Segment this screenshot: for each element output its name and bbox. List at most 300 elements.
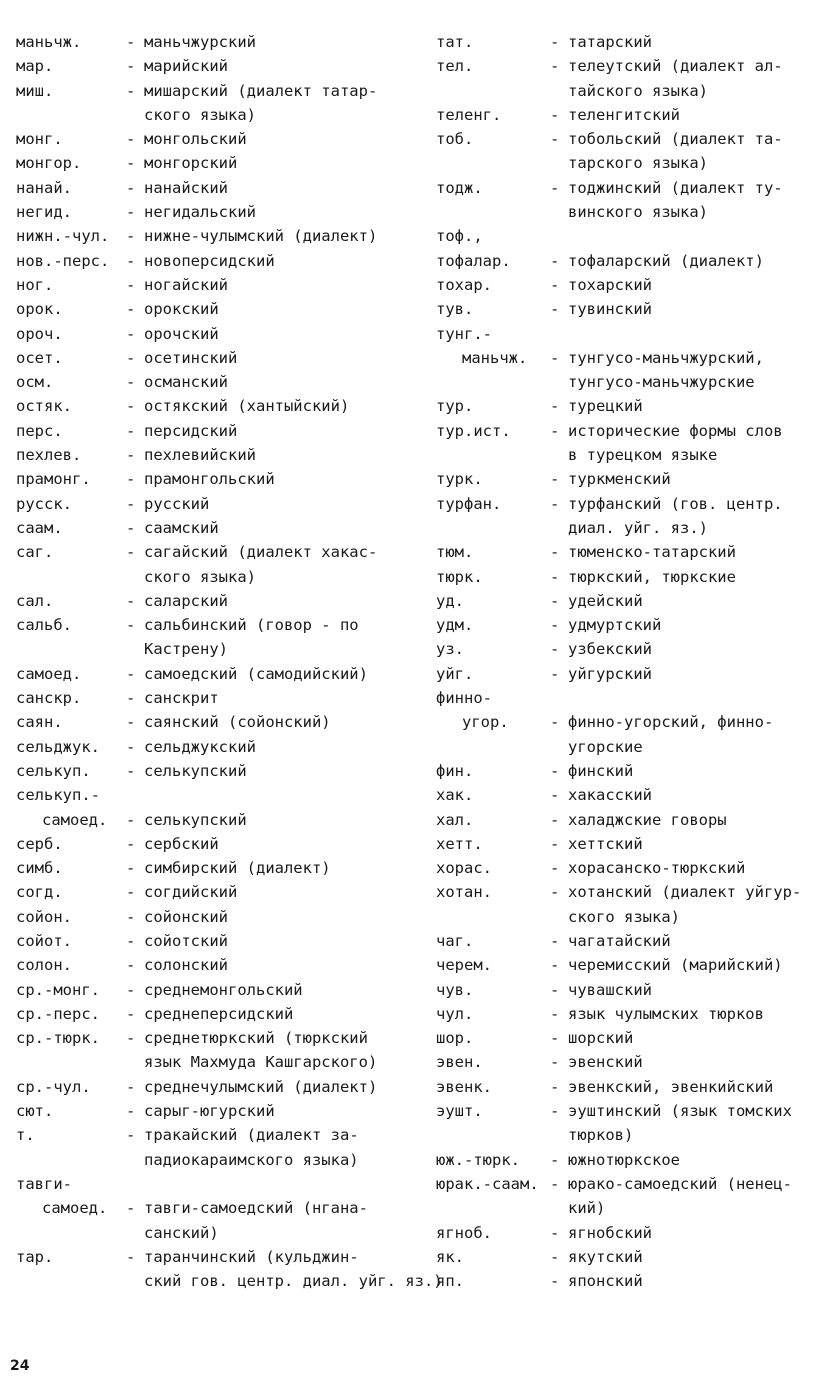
abbreviation: маньчж.: [462, 348, 528, 367]
definition: [568, 759, 820, 783]
definition: [144, 613, 408, 662]
definition-line: тунгусо-маньчжурские: [568, 373, 755, 392]
abbreviation: турфан.: [436, 494, 502, 513]
definition: [144, 370, 408, 394]
abbreviation: ягноб.: [436, 1223, 492, 1242]
abbreviation-column-left: [16, 30, 443, 1293]
definition-line: хорасанско-тюркский: [568, 859, 746, 878]
dash-separator: -: [126, 178, 136, 197]
abbreviation-entry: [436, 103, 820, 127]
definition-line: селькупский: [144, 761, 247, 780]
abbreviation: мар.: [16, 57, 54, 76]
definition-line: хеттский: [568, 834, 643, 853]
abbreviation-entry: [436, 856, 820, 880]
definition-line: татарский: [568, 33, 652, 51]
abbreviation-entry: [436, 710, 820, 759]
dash-separator: -: [126, 591, 136, 610]
abbreviation-entry: [16, 394, 408, 418]
definition-line: сельджукский: [144, 737, 256, 756]
abbreviation-entry: [16, 249, 408, 273]
abbreviation: осм.: [16, 373, 54, 392]
abbreviation-entry: [16, 929, 408, 953]
abbreviation: тур.ист.: [436, 421, 511, 440]
abbreviation-entry: [16, 589, 408, 613]
dash-separator: -: [126, 154, 136, 173]
abbreviation: тар.: [16, 1247, 54, 1266]
dash-separator: -: [126, 1004, 136, 1023]
definition-line: ского языка): [568, 907, 680, 926]
definition-line: монгорский: [144, 154, 238, 173]
abbreviation-entry: [16, 783, 408, 807]
abbreviation: саам.: [16, 518, 63, 537]
definition-line: сагайский (диалект хакас-: [144, 543, 378, 562]
dash-separator: -: [126, 713, 136, 732]
abbreviation-column-right: [436, 30, 820, 1293]
abbreviation-entry: [436, 540, 820, 564]
dash-separator: -: [550, 1077, 560, 1096]
definition-line: мишарский (диалект татар-: [144, 81, 378, 100]
definition-line: тюрков): [568, 1126, 634, 1145]
abbreviation: ср.-чул.: [16, 1077, 91, 1096]
abbreviation-entry: [436, 759, 820, 783]
abbreviation-entry: [16, 662, 408, 686]
abbreviation-entry: [436, 1026, 820, 1050]
dash-separator: -: [550, 470, 560, 489]
abbreviation: эвенк.: [436, 1077, 492, 1096]
definition-line: узбекский: [568, 640, 652, 659]
abbreviation-entry: [436, 419, 820, 468]
abbreviation-entry: [16, 759, 408, 783]
abbreviation-entry: [436, 637, 820, 661]
abbreviation: финно-: [436, 689, 492, 708]
abbreviation: тунг.-: [436, 324, 492, 343]
definition: [568, 54, 820, 103]
definition-line: винского языка): [568, 203, 708, 222]
dash-separator: -: [550, 1223, 560, 1242]
dash-separator: -: [126, 1102, 136, 1121]
definition: [568, 346, 820, 395]
definition-line: санский): [144, 1223, 219, 1242]
definition-line: южнотюркское: [568, 1150, 680, 1169]
definition: [568, 978, 820, 1002]
dash-separator: -: [550, 543, 560, 562]
abbreviation-entry: [436, 394, 820, 418]
definition-line: самоедский (самодийский): [144, 664, 368, 683]
definition-line: санскрит: [144, 689, 219, 708]
dash-separator: -: [550, 786, 560, 805]
dash-separator: -: [126, 664, 136, 683]
dash-separator: -: [126, 810, 136, 829]
abbreviation-entry: [16, 710, 408, 734]
abbreviation-entry: [16, 856, 408, 880]
abbreviation-entry: [16, 832, 408, 856]
definition: [568, 1026, 820, 1050]
definition: [568, 492, 820, 541]
definition: [144, 832, 408, 856]
definition: [568, 30, 820, 54]
dash-separator: -: [550, 105, 560, 124]
abbreviation: юрак.-саам.: [436, 1174, 539, 1193]
dash-separator: -: [550, 1102, 560, 1121]
definition: [144, 1075, 408, 1099]
abbreviation-entry: [16, 540, 408, 589]
definition-line: турфанский (гов. центр.: [568, 494, 783, 513]
abbreviation: сальб.: [16, 616, 72, 635]
abbreviation: тавги-: [16, 1174, 72, 1193]
abbreviation: фин.: [436, 761, 474, 780]
abbreviation-entry: [16, 151, 408, 175]
abbreviation-entry: [16, 200, 408, 224]
abbreviation: уд.: [436, 591, 464, 610]
dash-separator: -: [126, 616, 136, 635]
definition-line: османский: [144, 373, 228, 392]
dash-separator: -: [126, 883, 136, 902]
dash-separator: -: [550, 348, 560, 367]
abbreviation: тофалар.: [436, 251, 511, 270]
definition: [144, 540, 408, 589]
definition: [144, 419, 408, 443]
abbreviation: уйг.: [436, 664, 474, 683]
definition-line: тюменско-татарский: [568, 543, 736, 562]
definition: [144, 79, 408, 128]
dash-separator: -: [126, 130, 136, 149]
dash-separator: -: [550, 421, 560, 440]
definition: [568, 1050, 820, 1074]
definition: [568, 127, 820, 176]
abbreviation: самоед.: [42, 810, 108, 829]
definition-line: туркменский: [568, 470, 671, 489]
definition: [144, 200, 408, 224]
abbreviation: симб.: [16, 859, 63, 878]
abbreviation: угор.: [462, 713, 509, 732]
definition-line: тувинский: [568, 300, 652, 319]
abbreviation: тохар.: [436, 275, 492, 294]
abbreviation: орок.: [16, 300, 63, 319]
dash-separator: -: [126, 446, 136, 465]
definition: [144, 273, 408, 297]
dash-separator: -: [126, 33, 136, 51]
dash-separator: -: [550, 591, 560, 610]
definition: [144, 710, 408, 734]
abbreviation-entry: [16, 516, 408, 540]
dash-separator: -: [550, 956, 560, 975]
definition: [568, 1245, 820, 1269]
definition-line: юрако-самоедский (ненец-: [568, 1174, 792, 1193]
abbreviation-entry: [16, 30, 408, 54]
definition-line: прамонгольский: [144, 470, 275, 489]
abbreviation: тоф.,: [436, 227, 483, 246]
abbreviation: як.: [436, 1247, 464, 1266]
definition-line: ского языка): [144, 105, 256, 124]
abbreviation: сельджук.: [16, 737, 100, 756]
definition-line: падиокараимского языка): [144, 1150, 359, 1169]
abbreviation-entry: [436, 565, 820, 589]
definition: [568, 953, 820, 977]
definition-line: тавги-самоедский (нгана-: [144, 1199, 368, 1218]
abbreviation-entry: [436, 297, 820, 321]
dash-separator: -: [550, 883, 560, 902]
abbreviation-entry: [16, 1123, 408, 1172]
abbreviation: самоед.: [42, 1199, 108, 1218]
abbreviation-entry: [16, 1172, 408, 1196]
abbreviation-entry: [16, 1245, 443, 1294]
abbreviation-entry: [436, 54, 820, 103]
definition-line: чувашский: [568, 980, 652, 999]
abbreviation-entry: [436, 176, 820, 225]
definition: [144, 1026, 408, 1075]
definition-line: хакасский: [568, 786, 652, 805]
dash-separator: -: [126, 227, 136, 246]
abbreviation: сойот.: [16, 931, 72, 950]
definition: [568, 856, 820, 880]
definition: [144, 978, 408, 1002]
dash-separator: -: [126, 1029, 136, 1048]
abbreviation: удм.: [436, 616, 474, 635]
abbreviation: перс.: [16, 421, 63, 440]
abbreviation: уз.: [436, 640, 464, 659]
abbreviation-entry: [16, 1099, 408, 1123]
abbreviation-entry: [436, 1148, 820, 1172]
definition-line: согдийский: [144, 883, 238, 902]
abbreviation: хал.: [436, 810, 474, 829]
definition-line: уйгурский: [568, 664, 652, 683]
dash-separator: -: [126, 859, 136, 878]
abbreviation: ног.: [16, 275, 54, 294]
definition: [144, 151, 408, 175]
definition: [568, 662, 820, 686]
dash-separator: -: [550, 397, 560, 416]
definition-line: саамский: [144, 518, 219, 537]
definition: [144, 249, 408, 273]
abbreviation-entry: [16, 273, 408, 297]
dash-separator: -: [126, 494, 136, 513]
definition: [144, 953, 408, 977]
definition: [568, 273, 820, 297]
dash-separator: -: [126, 397, 136, 416]
definition: [144, 1123, 408, 1172]
dash-separator: -: [126, 689, 136, 708]
definition: [568, 103, 820, 127]
definition: [144, 297, 408, 321]
abbreviation-entry: [436, 1245, 820, 1269]
page-number: 24: [10, 1358, 30, 1374]
definition-line: кий): [568, 1199, 606, 1218]
definition: [568, 1075, 820, 1099]
definition: [568, 808, 820, 832]
abbreviation-entry: [16, 492, 408, 516]
definition-line: орочский: [144, 324, 219, 343]
abbreviation: ср.-перс.: [16, 1004, 100, 1023]
dash-separator: -: [126, 203, 136, 222]
abbreviation: шор.: [436, 1029, 474, 1048]
definition-line: тоджинский (диалект ту-: [568, 178, 783, 197]
dash-separator: -: [550, 251, 560, 270]
definition-line: тюркский, тюркские: [568, 567, 736, 586]
definition-line: тобольский (диалект та-: [568, 130, 783, 149]
abbreviation-entry: [436, 880, 820, 929]
abbreviation: хотан.: [436, 883, 492, 902]
definition-line: телеутский (диалект ал-: [568, 57, 783, 76]
definition: [144, 589, 408, 613]
abbreviation-entry: [16, 79, 408, 128]
abbreviation-entry: [16, 978, 408, 1002]
abbreviation-entry: [16, 808, 408, 832]
dash-separator: -: [550, 57, 560, 76]
definition: [144, 880, 408, 904]
definition-line: Кастрену): [144, 640, 228, 659]
definition-line: диал. уйг. яз.): [568, 518, 708, 537]
abbreviation: остяк.: [16, 397, 72, 416]
abbreviation: монгор.: [16, 154, 82, 173]
abbreviation-entry: [16, 346, 408, 370]
abbreviation: ороч.: [16, 324, 63, 343]
definition: [568, 467, 820, 491]
dash-separator: -: [126, 81, 136, 100]
definition: [144, 686, 408, 710]
definition-line: теленгитский: [568, 105, 680, 124]
dash-separator: -: [550, 1029, 560, 1048]
definition-line: тофаларский (диалект): [568, 251, 764, 270]
definition: [144, 808, 408, 832]
definition-line: ского языка): [144, 567, 256, 586]
definition-line: маньчжурский: [144, 33, 256, 51]
abbreviation: саг.: [16, 543, 54, 562]
abbreviation: негид.: [16, 203, 72, 222]
dash-separator: -: [550, 1174, 560, 1193]
dash-separator: -: [550, 1053, 560, 1072]
abbreviation-entry: [436, 686, 820, 710]
abbreviation-entry: [436, 1002, 820, 1026]
abbreviation-entry: [16, 322, 408, 346]
dash-separator: -: [550, 980, 560, 999]
definition-line: новоперсидский: [144, 251, 275, 270]
abbreviation: самоед.: [16, 664, 82, 683]
abbreviation: русск.: [16, 494, 72, 513]
definition-line: марийский: [144, 57, 228, 76]
definition-line: таранчинский (кульджин-: [144, 1247, 359, 1266]
abbreviation-entry: [436, 832, 820, 856]
definition-line: финно-угорский, финно-: [568, 713, 774, 732]
definition: [568, 637, 820, 661]
dash-separator: -: [126, 1247, 136, 1266]
abbreviation-entry: [436, 492, 820, 541]
abbreviation-entry: [16, 467, 408, 491]
definition-line: язык чулымских тюрков: [568, 1004, 764, 1023]
dash-separator: -: [126, 251, 136, 270]
dash-separator: -: [126, 956, 136, 975]
definition: [144, 492, 408, 516]
definition-line: солонский: [144, 956, 228, 975]
definition-line: осетинский: [144, 348, 238, 367]
dash-separator: -: [550, 130, 560, 149]
definition: [568, 297, 820, 321]
definition: [144, 224, 408, 248]
definition-line: сербский: [144, 834, 219, 853]
definition: [144, 30, 408, 54]
dash-separator: -: [550, 810, 560, 829]
abbreviation: селькуп.-: [16, 786, 100, 805]
dash-separator: -: [550, 834, 560, 853]
definition: [144, 662, 408, 686]
definition: [144, 1245, 443, 1294]
abbreviation-entry: [436, 249, 820, 273]
abbreviation: эушт.: [436, 1102, 483, 1121]
definition: [144, 467, 408, 491]
dash-separator: -: [126, 1077, 136, 1096]
definition-line: турецкий: [568, 397, 643, 416]
abbreviation: осет.: [16, 348, 63, 367]
definition-line: симбирский (диалект): [144, 859, 331, 878]
dash-separator: -: [550, 1272, 560, 1291]
abbreviation-entry: [16, 297, 408, 321]
definition-line: саларский: [144, 591, 228, 610]
definition: [144, 127, 408, 151]
definition-line: среднечулымский (диалект): [144, 1077, 378, 1096]
dash-separator: -: [126, 761, 136, 780]
abbreviation: миш.: [16, 81, 54, 100]
definition: [144, 1002, 408, 1026]
abbreviation: черем.: [436, 956, 492, 975]
abbreviation-entry: [436, 1172, 820, 1221]
definition: [568, 589, 820, 613]
definition-line: негидальский: [144, 203, 256, 222]
definition: [144, 394, 408, 418]
definition-line: селькупский: [144, 810, 247, 829]
abbreviation-entry: [16, 1075, 408, 1099]
definition-line: тракайский (диалект за-: [144, 1126, 359, 1145]
dash-separator: -: [550, 713, 560, 732]
abbreviation: т.: [16, 1126, 35, 1145]
abbreviation: тув.: [436, 300, 474, 319]
definition-line: чагатайский: [568, 931, 671, 950]
abbreviation: тюм.: [436, 543, 474, 562]
abbreviation: тоб.: [436, 130, 474, 149]
abbreviation: хак.: [436, 786, 474, 805]
abbreviation-entry: [16, 613, 408, 662]
dash-separator: -: [126, 348, 136, 367]
dash-separator: -: [126, 1199, 136, 1218]
definition-line: халаджские говоры: [568, 810, 727, 829]
definition-line: среднетюркский (тюркский: [144, 1029, 368, 1048]
definition: [568, 1221, 820, 1245]
abbreviation-entry: [16, 54, 408, 78]
dash-separator: -: [126, 300, 136, 319]
dash-separator: -: [126, 275, 136, 294]
dash-separator: -: [550, 300, 560, 319]
abbreviation-entry: [436, 30, 820, 54]
definition-line: пехлевийский: [144, 446, 256, 465]
abbreviation-entry: [16, 127, 408, 151]
definition-line: сальбинский (говор - по: [144, 616, 359, 635]
dash-separator: -: [126, 907, 136, 926]
definition: [144, 1196, 408, 1245]
definition: [568, 176, 820, 225]
definition-line: эуштинский (язык томских: [568, 1102, 792, 1121]
abbreviation: тюрк.: [436, 567, 483, 586]
dash-separator: -: [126, 834, 136, 853]
definition: [144, 905, 408, 929]
abbreviation-entry: [436, 273, 820, 297]
dash-separator: -: [126, 57, 136, 76]
dash-separator: -: [126, 373, 136, 392]
abbreviation-entry: [436, 978, 820, 1002]
dash-separator: -: [550, 859, 560, 878]
definition: [568, 419, 820, 468]
definition: [568, 832, 820, 856]
abbreviation-entry: [16, 880, 408, 904]
dash-separator: -: [550, 1247, 560, 1266]
definition: [144, 735, 408, 759]
